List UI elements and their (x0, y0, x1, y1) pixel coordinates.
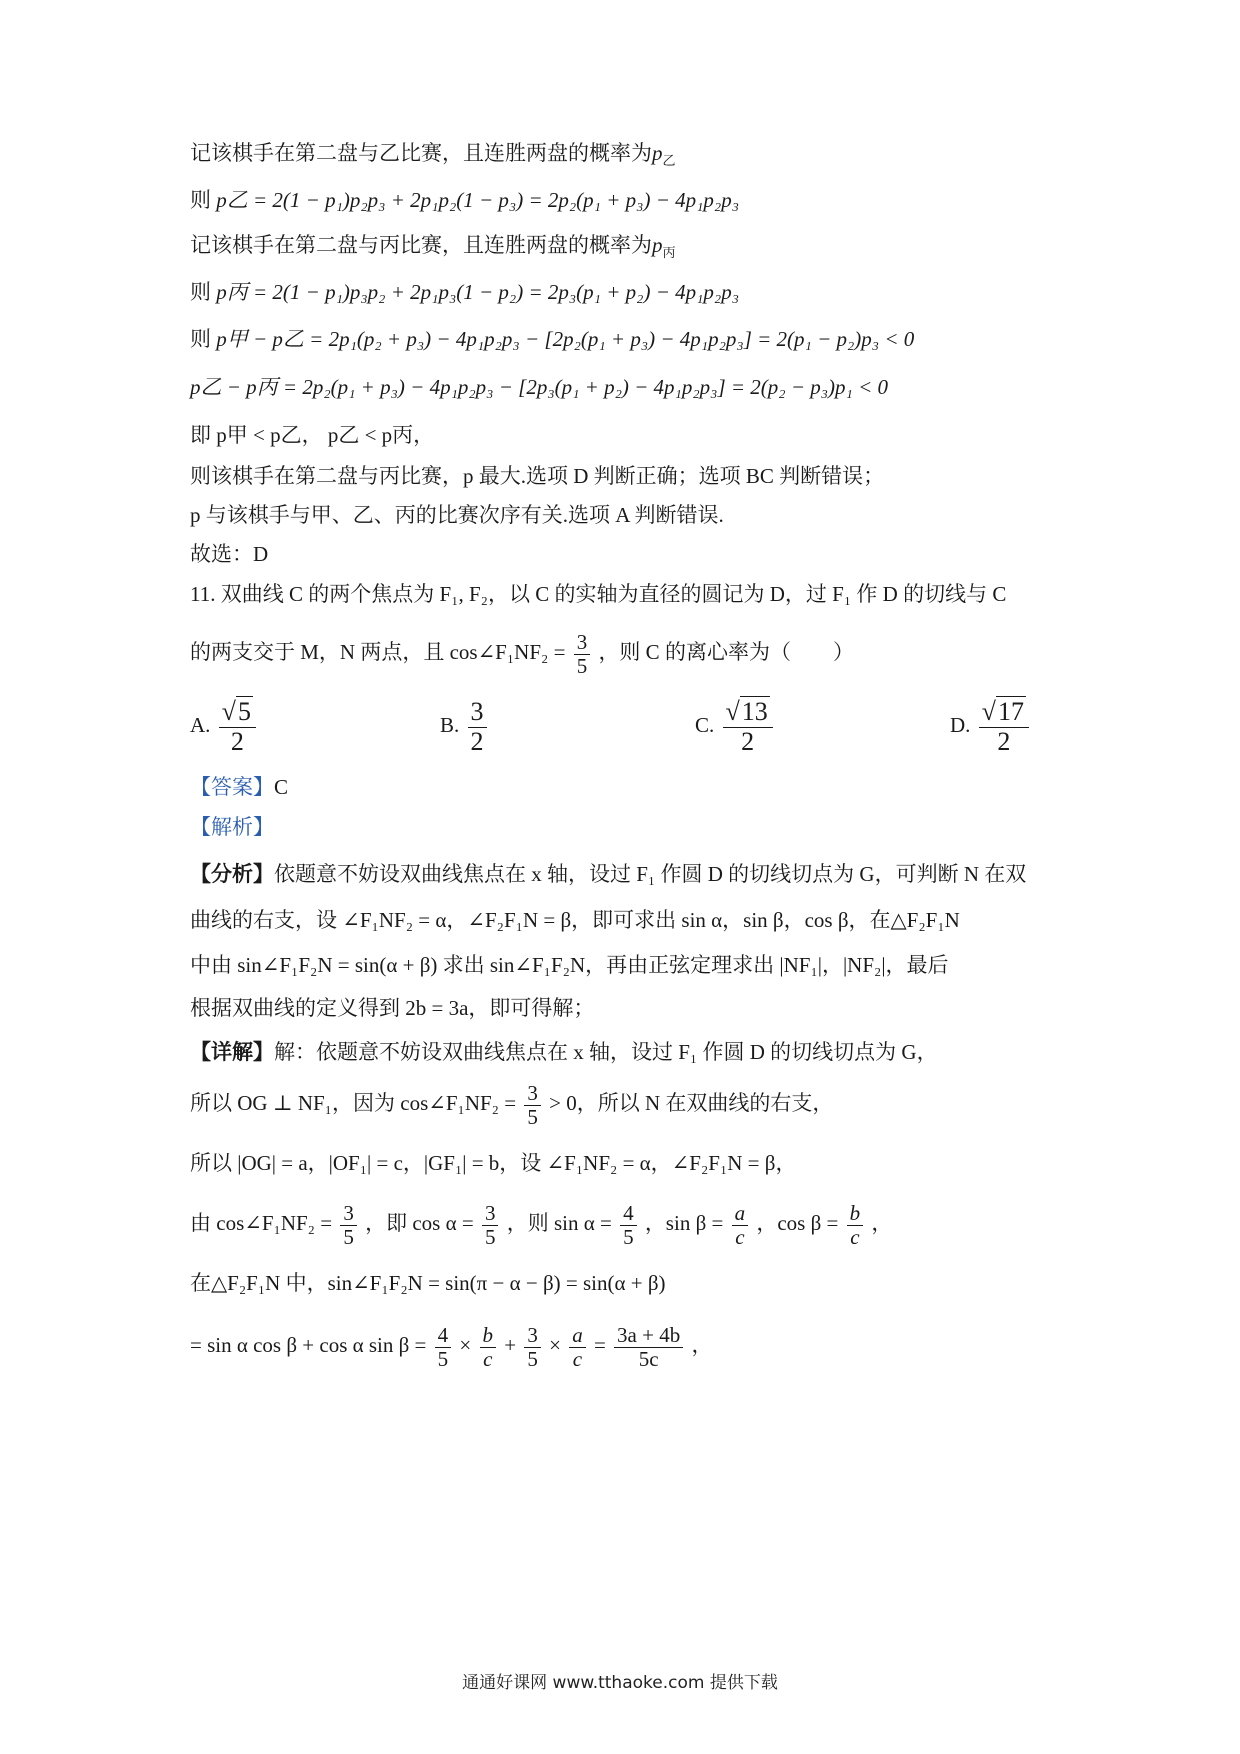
page-footer: 通通好课网 www.tthaoke.com 提供下载 (462, 1673, 778, 1693)
equation-difference-2: p乙 − p丙 = 2p₂(p₁ + p₃) − 4p₁p₂p₃ − [2p₃(p₁ + p₂) − 4p₁p₂p₃] = 2(p₂ − p₃)p₁ < 0 (190, 375, 889, 399)
analysis-line-2: 曲线的右支，设 ∠F₁NF₂ = α，∠F₂F₁N = β，即可求出 sin α，sin β，cos β，在△F₂F₁N (190, 908, 960, 932)
text-line-choose: 故选：D (190, 542, 269, 566)
equation-p-bing: 则 p丙 = 2(1 − p₁)p₃p₂ + 2p₁p₃(1 − p₂) = 2p₃(p₁ + p₂) − 4p₁p₂p₃ (190, 280, 740, 304)
question-number: 11. (190, 582, 216, 606)
answer-line: 【答案】C (190, 775, 289, 799)
text-line-3: 记该棋手在第二盘与丙比赛，且连胜两盘的概率为$p_丙$ (190, 233, 676, 260)
detail-line-1: 【详解】解：依题意不妨设双曲线焦点在 x 轴，设过 F₁ 作圆 D 的切线切点为 G， (190, 1040, 938, 1064)
option-b: B. $\frac{3}{2}$ (440, 698, 490, 756)
fraction: $\frac{3}{5}$ (574, 631, 591, 678)
detail-line-4: 由 cos∠F₁NF₂ = $\frac{3}{5}$ ，即 cos α = $\frac{3}{5}$ ，则 sin α = $\frac{4}{5}$ ，sin β = $\frac{a}{c}$ ，cos β = $\frac{b}{c}$ ， (190, 1200, 893, 1249)
analysis-header: 【解析】 (190, 815, 274, 839)
detail-line-6: = sin α cos β + cos α sin β = $\frac{4}{5}$ × $\frac{b}{c}$ + $\frac{3}{5}$ × $\frac{a}{c}$ = $\frac{3a + 4b}{5c}$ ， (190, 1322, 713, 1371)
text-line-1: 记该棋手在第二盘与乙比赛，且连胜两盘的概率为$p_乙$ (190, 141, 676, 168)
text-line-8: 则该棋手在第二盘与丙比赛，p 最大.选项 D 判断正确；选项 BC 判断错误； (190, 464, 885, 488)
detail-line-3: 所以 |OG| = a，|OF₁| = c，|GF₁| = b，设 ∠F₁NF₂ = α，∠F₂F₁N = β， (190, 1151, 797, 1175)
analysis-line-3: 中由 sin∠F₁F₂N = sin(α + β) 求出 sin∠F₁F₂N，再由正弦定理求出 |NF₁|，|NF₂|，最后 (190, 953, 949, 977)
text-line-7: 即 p甲 < p乙， p乙 < p丙， (190, 423, 435, 447)
analysis-line-1: 【分析】依题意不妨设双曲线焦点在 x 轴，设过 F₁ 作圆 D 的切线切点为 G，可判断 N 在双 (190, 862, 1027, 886)
answer-tag: 【答案】 (190, 775, 274, 799)
detail-line-2: 所以 OG ⊥ NF₁，因为 cos∠F₁NF₂ = $\frac{3}{5}$ > 0，所以 N 在双曲线的右支， (190, 1080, 834, 1129)
option-c: C. $\frac{√13}{2}$ (695, 698, 776, 756)
option-a: A. $\frac{√5}{2}$ (190, 698, 259, 756)
detail-line-5: 在△F₂F₁N 中，sin∠F₁F₂N = sin(π − α − β) = sin(α + β) (190, 1271, 666, 1295)
analysis-line-4: 根据双曲线的定义得到 2b = 3a，即可得解； (190, 996, 595, 1020)
question-11-line-2: 的两支交于 M，N 两点，且 cos∠F₁NF₂ = $\frac{3}{5}$ ，则 C 的离心率为（ ） (190, 629, 854, 678)
equation-p-yi: 则 p乙 = 2(1 − p₁)p₂p₃ + 2p₁p₂(1 − p₃) = 2p₂(p₁ + p₃) − 4p₁p₂p₃ (190, 188, 740, 212)
equation-difference-1: 则 p甲 − p乙 = 2p₁(p₂ + p₃) − 4p₁p₂p₃ − [2p₂(p₁ + p₃) − 4p₁p₂p₃] = 2(p₁ − p₂)p₃ < 0 (190, 327, 915, 351)
text-line-9: p 与该棋手与甲、乙、丙的比赛次序有关.选项 A 判断错误. (190, 503, 724, 527)
option-d: D. $\frac{√17}{2}$ (950, 698, 1032, 756)
question-11-line-1: 11. 双曲线 C 的两个焦点为 F₁, F₂，以 C 的实轴为直径的圆记为 D，过 F₁ 作 D 的切线与 C (190, 582, 1007, 606)
